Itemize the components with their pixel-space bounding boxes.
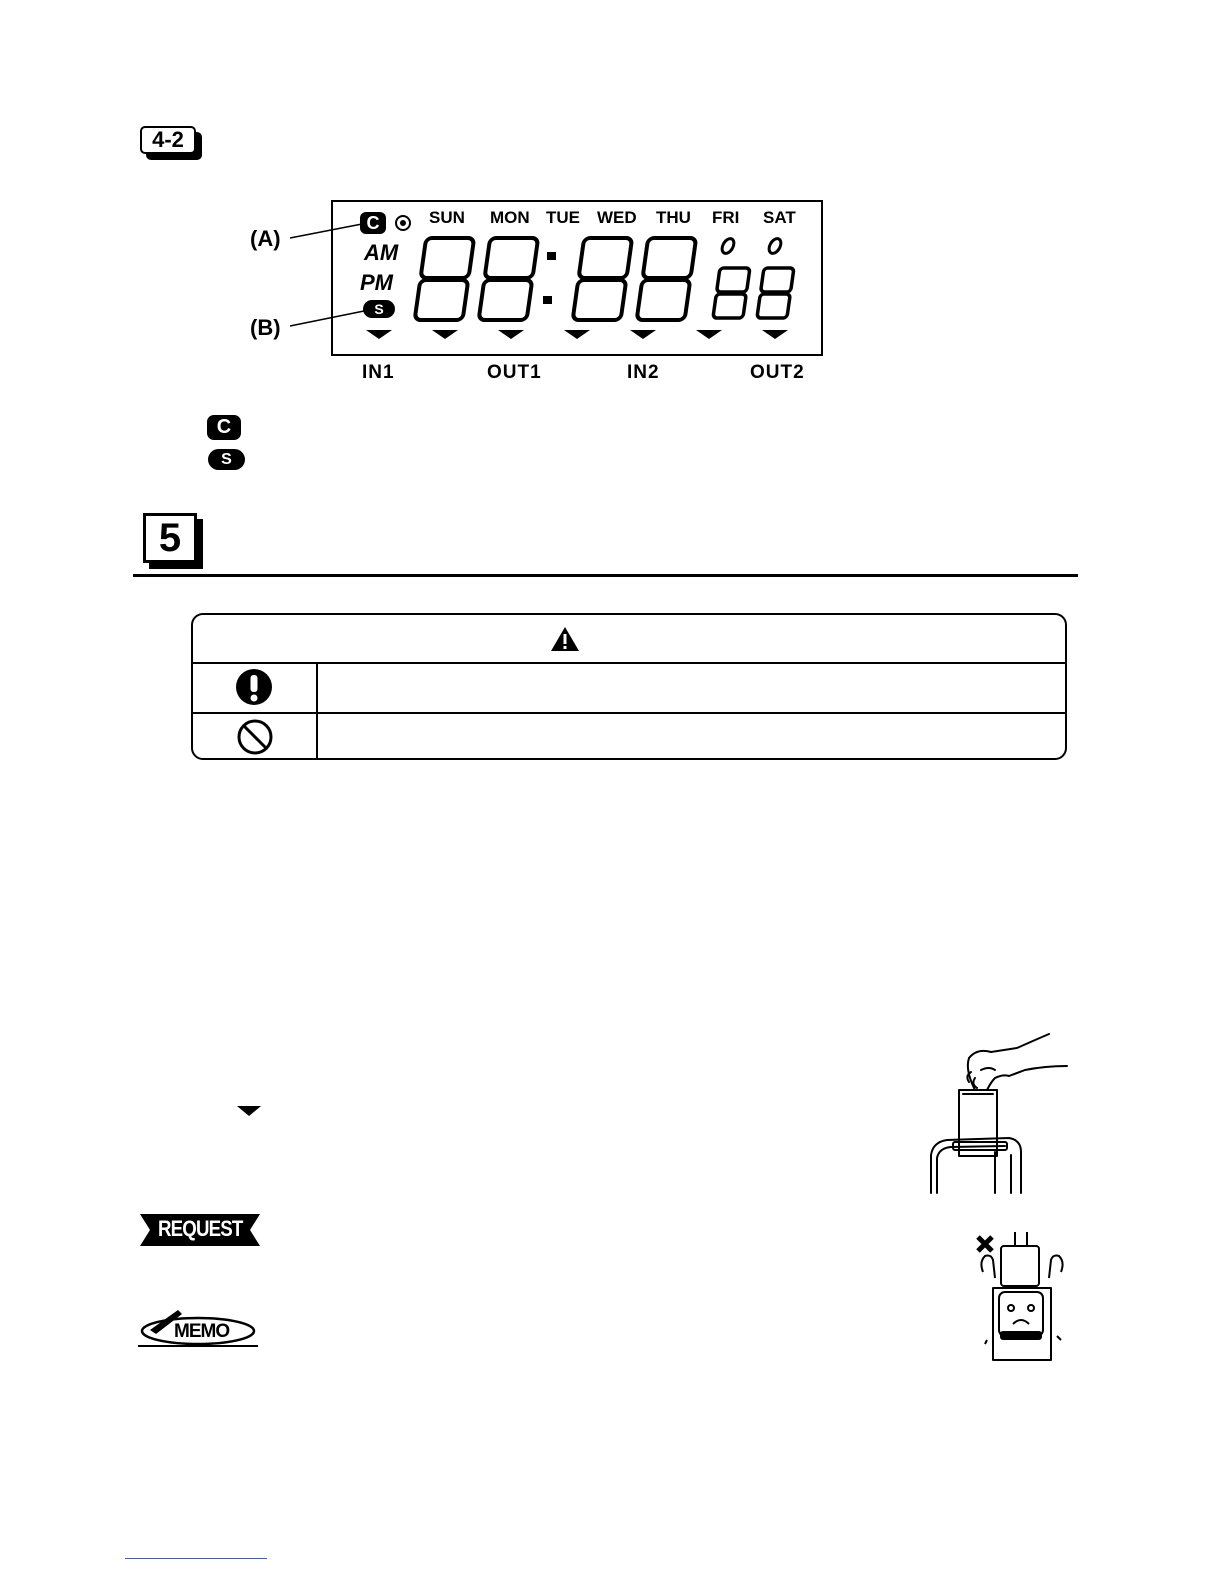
- section-badge-5: [143, 513, 205, 571]
- am-indicator: AM: [364, 240, 399, 265]
- section-badge-label: 5: [143, 513, 197, 563]
- day-label-sun: SUN: [429, 208, 465, 227]
- slot-label-in2: IN2: [627, 362, 660, 383]
- lcd-segment-digits: [405, 232, 805, 328]
- day-label-mon: MON: [490, 208, 530, 227]
- section-badge-4-2: [140, 126, 202, 160]
- caution-table-divider: [316, 662, 318, 760]
- callout-b-label: (B): [250, 315, 281, 340]
- caution-table: [191, 613, 1067, 760]
- exclamation-circle-icon: [235, 668, 273, 706]
- slot-label-in1: IN1: [362, 362, 395, 383]
- caution-row-mandatory: [193, 662, 1065, 714]
- caution-row-prohibited: [193, 712, 1065, 760]
- legend-c-icon: C: [207, 415, 241, 440]
- c-mode-icon: C: [360, 212, 386, 234]
- slot-arrow-icon: [235, 1105, 263, 1119]
- request-label: REQUEST: [158, 1216, 243, 1241]
- warning-triangle-icon: [549, 625, 581, 653]
- day-label-sat: SAT: [763, 208, 796, 227]
- callout-a-label: (A): [250, 226, 281, 251]
- pm-indicator: PM: [360, 270, 393, 295]
- section-badge-label: 4-2: [140, 126, 196, 154]
- slot-arrow-indicators: [360, 326, 800, 346]
- day-label-fri: FRI: [712, 208, 740, 227]
- s-mode-icon: S: [363, 300, 395, 318]
- do-not-pull-illustration: [975, 1232, 1070, 1367]
- legend-s-icon: S: [208, 449, 245, 470]
- target-icon: [394, 214, 412, 232]
- day-label-wed: WED: [597, 208, 637, 227]
- caution-header-row: [193, 615, 1065, 664]
- section-divider: [133, 574, 1078, 577]
- card-insertion-illustration: [925, 1030, 1075, 1195]
- day-label-thu: THU: [656, 208, 691, 227]
- prohibition-icon: [236, 718, 274, 756]
- footer-link-underline[interactable]: [125, 1558, 267, 1559]
- callout-leader-lines: [288, 216, 368, 336]
- slot-label-out1: OUT1: [487, 362, 542, 383]
- slot-label-out2: OUT2: [750, 362, 805, 383]
- memo-label: MEMO: [174, 1321, 230, 1342]
- day-label-tue: TUE: [546, 208, 580, 227]
